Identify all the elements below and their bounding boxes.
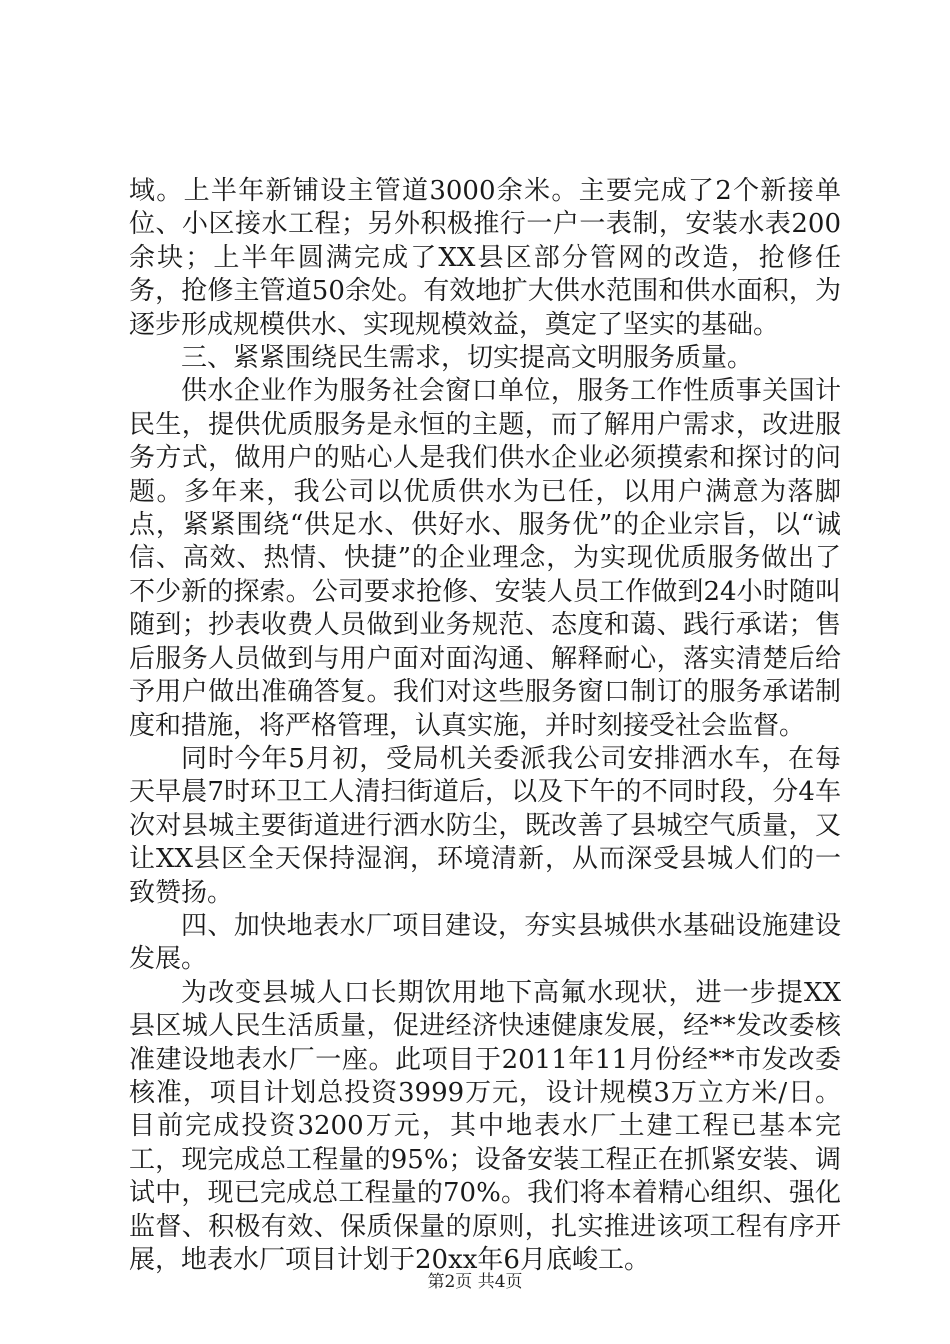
section-heading-four: 四、加快地表水厂项目建设，夯实县城供水基础设施建设发展。 [129,910,841,975]
document-body [129,175,841,1277]
paragraph-water-plant: 为改变县城人口长期饮用地下高氟水现状，进一步提XX县区城人民生活质量，促进经济快速健康发展，经**发改委核准建设地表水厂一座。此项目于2011年11月份经**市发改委核准，项目计划总投资3999万元，设计规模3万立方米/日。目前完成投资3200万元，其中地表水厂土建工程已基本完工，现完成总工程量的95%；设备安装工程正在抓紧安装、调试中，现已完成总工程量的70%。我们将本着精心组织、强化监督、积极有效、保质保量的原则，扎实推进该项工程有序开展，地表水厂项目计划于20xx年6月底峻工。 [129,977,841,1275]
paragraph-service: 供水企业作为服务社会窗口单位，服务工作性质事关国计民生，提供优质服务是永恒的主题，而了解用户需求，改进服务方式，做用户的贴心人是我们供水企业必须摸索和探讨的问题。多年来，我公司以优质供水为已任，以用户满意为落脚点，紧紧围绕“供足水、供好水、服务优”的企业宗旨，以“诚信、高效、热情、快捷”的企业理念，为实现优质服务做出了不少新的探索。公司要求抢修、安装人员工作做到24小时随叫随到；抄表收费人员做到业务规范、态度和蔼、践行承诺；售后服务人员做到与用户面对面沟通、解释耐心，落实清楚后给予用户做出准确答复。我们对这些服务窗口制订的服务承诺制度和措施，将严格管理，认真实施，并时刻接受社会监督。 [129,376,841,741]
paragraph-sprinkler: 同时今年5月初，受局机关委派我公司安排洒水车，在每天早晨7时环卫工人清扫街道后，以及下午的不同时段，分4车次对县城主要街道进行洒水防尘，既改善了县城空气质量，又让XX县区全天保持湿润，环境清新，从而深受县城人们的一致赞扬。 [129,743,841,908]
section-heading-three: 三、紧紧围绕民生需求，切实提高文明服务质量。 [181,343,754,374]
paragraph-continuation: 域。上半年新铺设主管道3000余米。主要完成了2个新接单位、小区接水工程；另外积极推行一户一表制，安装水表200余块；上半年圆满完成了XX县区部分管网的改造，抢修任务，抢修主管道50余处。有效地扩大供水范围和供水面积，为逐步形成规模供水、实现规模效益，奠定了坚实的基础。 [129,176,841,340]
page-footer: 第2页 共4页 [427,1272,523,1292]
